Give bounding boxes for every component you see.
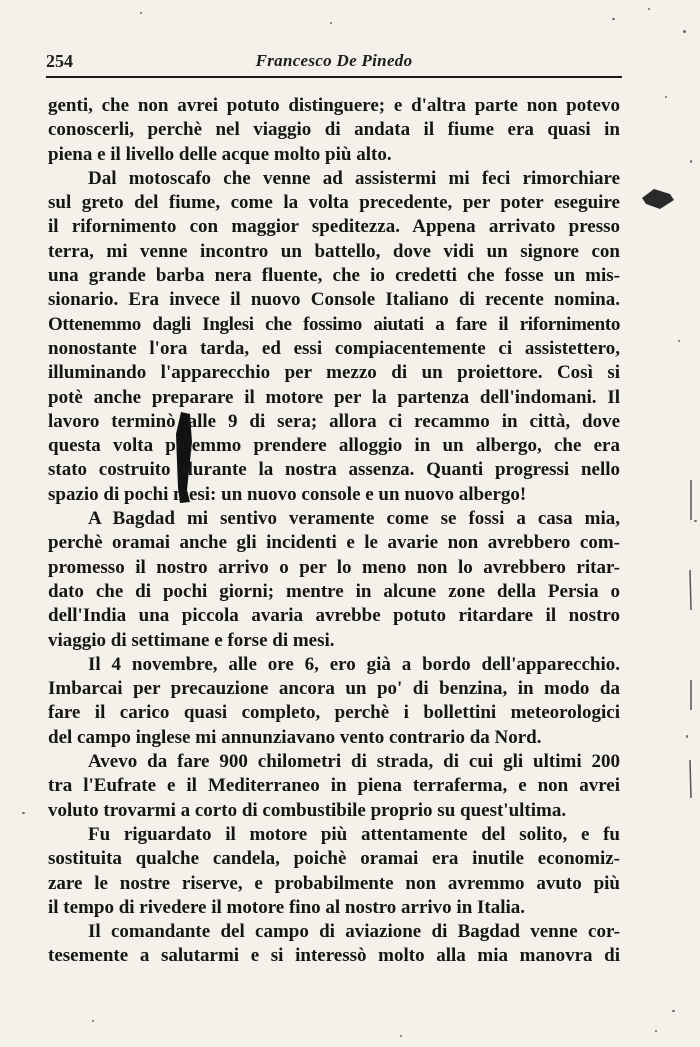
text-line: tesemente a salutarmi e si interessò molto alla mia manovra di — [48, 945, 620, 967]
text-line: spazio di pochi mesi: un nuovo console e un nuovo albergo! — [48, 483, 527, 505]
text-line: il tempo di rivedere il motore fino al nostro arrivo in Italia. — [48, 896, 526, 918]
text-line: piena e il livello delle acque molto più alto. — [48, 143, 392, 165]
text-line: sul greto del fiume, come la volta precedente, per poter eseguire — [48, 192, 620, 214]
scan-speckle — [655, 1030, 657, 1032]
text-line: Il 4 novembre, alle ore 6, ero già a bordo dell'apparecchio. — [88, 653, 620, 675]
text-line: conoscerli, perchè nel viaggio di andata il fiume era quasi in — [48, 119, 620, 141]
scan-speckle — [330, 22, 332, 24]
text-line: Il comandante del campo di aviazione di Bagdad venne cor- — [88, 921, 620, 943]
text-line: lavoro terminò alle 9 di sera; allora ci recammo in città, dove — [48, 410, 620, 432]
scan-speckle — [22, 812, 25, 814]
text-line: dato che di pochi giorni; mentre in alcune zone della Persia o — [48, 580, 620, 602]
scan-speckle — [400, 1035, 402, 1037]
text-line: promesso il nostro arrivo o per lo meno non lo avrebbero ritar- — [48, 556, 620, 578]
running-title: Francesco De Pinedo — [255, 51, 413, 70]
text-line: viaggio di settimane e forse di mesi. — [48, 629, 335, 651]
text-line: zare le nostre riserve, e probabilmente non avremmo avuto più — [48, 872, 620, 894]
text-line: Avevo da fare 900 chilometri di strada, di cui gli ultimi 200 — [88, 751, 620, 773]
scan-speckle — [683, 30, 686, 33]
scan-speckle — [140, 12, 142, 14]
text-line: illuminando l'apparecchio per mezzo di un proiettore. Così si — [48, 362, 620, 384]
scan-speckle — [694, 520, 697, 522]
text-line: fare il carico quasi completo, perchè i bollettini meteorologici — [48, 702, 620, 724]
text-line: Dal motoscafo che venne ad assistermi mi feci rimorchiare — [88, 167, 620, 189]
text-line: perchè oramai anche gli incidenti e le avarie non avrebbero com- — [48, 532, 620, 554]
scan-speckle — [690, 160, 692, 163]
scan-smudge-mark — [640, 186, 676, 212]
text-line: sionario. Era invece il nuovo Console Italiano di recente nomina. — [48, 289, 620, 311]
text-line: tra l'Eufrate e il Mediterraneo in piena terraferma, e non avrei — [48, 775, 620, 797]
text-line: questa volta potemmo prendere alloggio in un albergo, che era — [48, 435, 620, 457]
running-header — [46, 47, 622, 75]
text-line: potè anche preparare il motore per la partenza dell'indomani. Il — [48, 386, 620, 408]
text-line: nonostante l'ora tarda, ed essi compiacentemente ci assistettero, — [48, 337, 620, 359]
text-line: una grande barba nera fluente, che io credetti che fosse un mis- — [48, 265, 620, 287]
text-line: il rifornimento con maggior speditezza. Appena arrivato presso — [48, 216, 620, 238]
text-line: genti, che non avrei potuto distinguere; e d'altra parte non potevo — [48, 95, 620, 116]
body-text — [48, 94, 620, 969]
scan-speckle — [672, 1010, 675, 1012]
text-line: Ottenemmo dagli Inglesi che fossimo aiutati a fare il rifornimento — [48, 313, 620, 335]
scan-edge-streak — [688, 480, 694, 800]
text-line: del campo inglese mi annunziavano vento contrario da Nord. — [48, 726, 542, 748]
text-line: Imbarcai per precauzione ancora un po' di benzina, in modo da — [48, 678, 620, 700]
text-line: stato costruito durante la nostra assenza. Quanti progressi nello — [48, 459, 620, 481]
text-line: voluto trovarmi a corto di combustibile proprio su quest'ultima. — [48, 799, 567, 821]
text-line: dell'India una piccola avaria avrebbe potuto ritardare il nostro — [48, 605, 620, 627]
text-line: A Bagdad mi sentivo veramente come se fossi a casa mia, — [88, 508, 620, 530]
scan-speckle — [92, 1020, 94, 1022]
scan-speckle — [678, 340, 680, 342]
scan-speckle — [648, 8, 650, 10]
text-line: sostituita qualche candela, poichè oramai era inutile economiz- — [48, 848, 620, 870]
text-line: terra, mi venne incontro un battello, dove vidi un signore con — [48, 240, 620, 262]
scan-speckle — [612, 18, 615, 20]
page-number: 254 — [46, 51, 73, 71]
header-rule — [46, 76, 622, 78]
scan-speckle — [665, 96, 667, 98]
text-line: Fu riguardato il motore più attentamente del solito, e fu — [88, 823, 620, 845]
